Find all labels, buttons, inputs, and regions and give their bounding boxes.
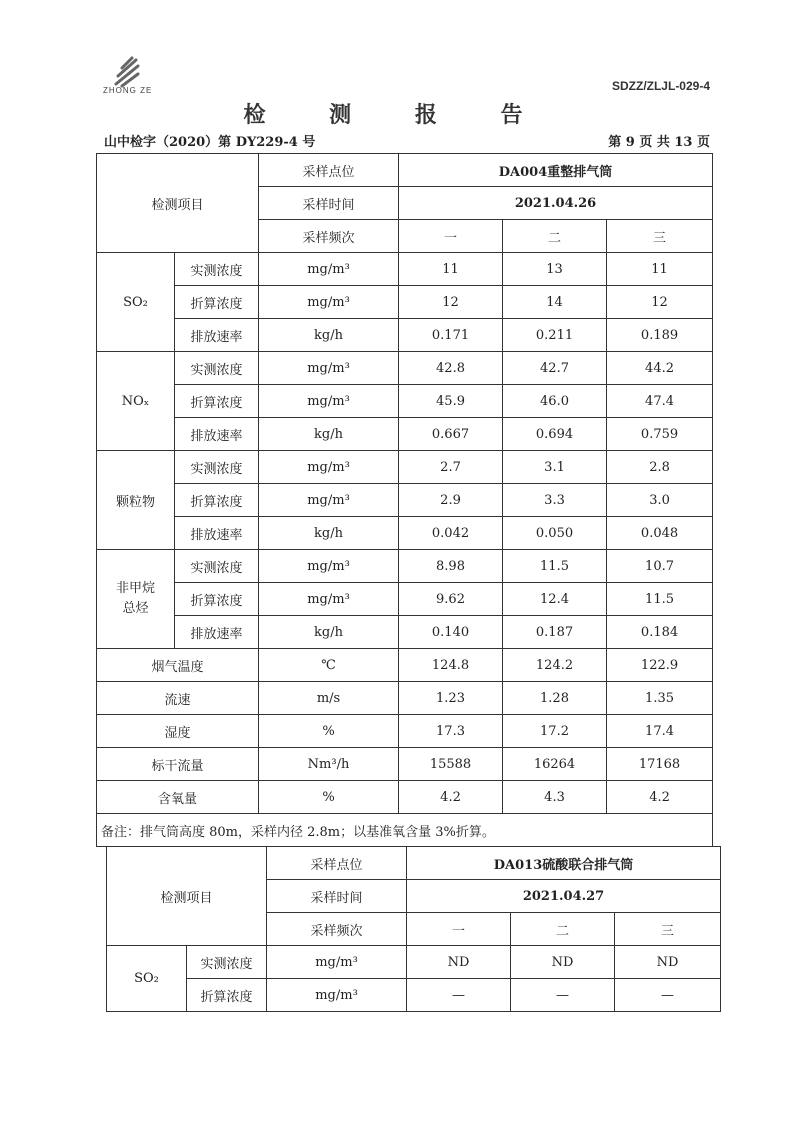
value-cell: 3.0 xyxy=(607,484,713,517)
row-label: 实测浓度 xyxy=(175,253,259,286)
emission-table-da013 xyxy=(106,846,721,1012)
value-cell: 9.62 xyxy=(399,583,503,616)
row-label: 折算浓度 xyxy=(187,979,267,1012)
row-unit: kg/h xyxy=(259,418,399,451)
value-cell: ND xyxy=(511,946,615,979)
time-label: 采样时间 xyxy=(259,187,399,220)
value-cell: 4.2 xyxy=(399,781,503,814)
value-cell: 12 xyxy=(607,286,713,319)
value-cell: 0.189 xyxy=(607,319,713,352)
value-cell: 11 xyxy=(399,253,503,286)
value-cell: 2.9 xyxy=(399,484,503,517)
value-cell: 0.211 xyxy=(503,319,607,352)
row-label: 折算浓度 xyxy=(175,385,259,418)
value-cell: 12.4 xyxy=(503,583,607,616)
value-cell: 124.8 xyxy=(399,649,503,682)
row-unit: kg/h xyxy=(259,319,399,352)
value-cell: 3.3 xyxy=(503,484,607,517)
value-cell: 14 xyxy=(503,286,607,319)
row-label: 实测浓度 xyxy=(175,451,259,484)
row-label: 湿度 xyxy=(97,715,259,748)
logo-text: ZHONG ZE xyxy=(103,86,153,95)
time-label: 采样时间 xyxy=(267,880,407,913)
value-cell: 0.140 xyxy=(399,616,503,649)
value-cell: 0.048 xyxy=(607,517,713,550)
freq-1: 一 xyxy=(407,913,511,946)
row-label: 排放速率 xyxy=(175,616,259,649)
value-cell: 1.35 xyxy=(607,682,713,715)
row-unit: mg/m³ xyxy=(259,484,399,517)
value-cell: — xyxy=(407,979,511,1012)
row-unit: kg/h xyxy=(259,517,399,550)
value-cell: — xyxy=(511,979,615,1012)
freq-1: 一 xyxy=(399,220,503,253)
site-label: 采样点位 xyxy=(267,847,407,880)
row-label: 流速 xyxy=(97,682,259,715)
value-cell: 2.8 xyxy=(607,451,713,484)
item-header: 检测项目 xyxy=(97,154,259,253)
value-cell: 45.9 xyxy=(399,385,503,418)
value-cell: 11.5 xyxy=(503,550,607,583)
row-unit: kg/h xyxy=(259,616,399,649)
page-info: 第 9 页 共 13 页 xyxy=(608,135,710,150)
row-unit: m/s xyxy=(259,682,399,715)
value-cell: 11.5 xyxy=(607,583,713,616)
value-cell: 15588 xyxy=(399,748,503,781)
value-cell: 16264 xyxy=(503,748,607,781)
value-cell: 124.2 xyxy=(503,649,607,682)
value-cell: 17.4 xyxy=(607,715,713,748)
site-value: DA004重整排气筒 xyxy=(399,154,713,187)
value-cell: 4.3 xyxy=(503,781,607,814)
group-name: NOₓ xyxy=(97,352,175,451)
row-unit: mg/m³ xyxy=(259,385,399,418)
value-cell: 0.042 xyxy=(399,517,503,550)
value-cell: 44.2 xyxy=(607,352,713,385)
row-unit: mg/m³ xyxy=(259,550,399,583)
group-name: SO₂ xyxy=(97,253,175,352)
value-cell: 8.98 xyxy=(399,550,503,583)
row-label: 标干流量 xyxy=(97,748,259,781)
row-label: 实测浓度 xyxy=(187,946,267,979)
freq-2: 二 xyxy=(511,913,615,946)
group-name: 颗粒物 xyxy=(97,451,175,550)
value-cell: ND xyxy=(615,946,721,979)
site-label: 采样点位 xyxy=(259,154,399,187)
group-name: SO₂ xyxy=(107,946,187,1012)
time-value: 2021.04.26 xyxy=(399,187,713,220)
emission-table-da004 xyxy=(96,153,713,847)
row-label: 排放速率 xyxy=(175,517,259,550)
value-cell: 0.667 xyxy=(399,418,503,451)
table-note: 备注：排气筒高度 80m，采样内径 2.8m；以基准氧含量 3%折算。 xyxy=(97,814,713,847)
time-value: 2021.04.27 xyxy=(407,880,721,913)
value-cell: ND xyxy=(407,946,511,979)
row-label: 折算浓度 xyxy=(175,484,259,517)
freq-2: 二 xyxy=(503,220,607,253)
value-cell: 17.2 xyxy=(503,715,607,748)
row-unit: mg/m³ xyxy=(259,451,399,484)
value-cell: 0.187 xyxy=(503,616,607,649)
freq-label: 采样频次 xyxy=(259,220,399,253)
value-cell: 122.9 xyxy=(607,649,713,682)
value-cell: 11 xyxy=(607,253,713,286)
freq-3: 三 xyxy=(607,220,713,253)
value-cell: 0.694 xyxy=(503,418,607,451)
value-cell: 0.171 xyxy=(399,319,503,352)
value-cell: 17.3 xyxy=(399,715,503,748)
value-cell: 47.4 xyxy=(607,385,713,418)
row-unit: mg/m³ xyxy=(259,286,399,319)
row-unit: mg/m³ xyxy=(259,253,399,286)
page-title: 检 测 报 告 xyxy=(243,102,551,128)
value-cell: 4.2 xyxy=(607,781,713,814)
row-unit: mg/m³ xyxy=(267,979,407,1012)
row-unit: mg/m³ xyxy=(259,352,399,385)
row-label: 实测浓度 xyxy=(175,550,259,583)
value-cell: 0.759 xyxy=(607,418,713,451)
value-cell: — xyxy=(615,979,721,1012)
row-label: 折算浓度 xyxy=(175,583,259,616)
document-code: SDZZ/ZLJL-029-4 xyxy=(611,79,710,93)
value-cell: 12 xyxy=(399,286,503,319)
row-label: 烟气温度 xyxy=(97,649,259,682)
row-label: 折算浓度 xyxy=(175,286,259,319)
value-cell: 0.184 xyxy=(607,616,713,649)
row-unit: mg/m³ xyxy=(259,583,399,616)
value-cell: 13 xyxy=(503,253,607,286)
value-cell: 2.7 xyxy=(399,451,503,484)
row-label: 含氧量 xyxy=(97,781,259,814)
value-cell: 42.7 xyxy=(503,352,607,385)
row-label: 排放速率 xyxy=(175,319,259,352)
row-unit: Nm³/h xyxy=(259,748,399,781)
group-name: 非甲烷总烃 xyxy=(97,550,175,649)
value-cell: 1.23 xyxy=(399,682,503,715)
value-cell: 3.1 xyxy=(503,451,607,484)
report-number: 山中检字（2020）第 DY229-4 号 xyxy=(104,135,316,150)
item-header: 检测项目 xyxy=(107,847,267,946)
value-cell: 0.050 xyxy=(503,517,607,550)
row-unit: % xyxy=(259,781,399,814)
row-label: 实测浓度 xyxy=(175,352,259,385)
row-unit: mg/m³ xyxy=(267,946,407,979)
freq-label: 采样频次 xyxy=(267,913,407,946)
value-cell: 10.7 xyxy=(607,550,713,583)
freq-3: 三 xyxy=(615,913,721,946)
value-cell: 42.8 xyxy=(399,352,503,385)
row-unit: ℃ xyxy=(259,649,399,682)
row-unit: % xyxy=(259,715,399,748)
value-cell: 1.28 xyxy=(503,682,607,715)
value-cell: 17168 xyxy=(607,748,713,781)
row-label: 排放速率 xyxy=(175,418,259,451)
value-cell: 46.0 xyxy=(503,385,607,418)
site-value: DA013硫酸联合排气筒 xyxy=(407,847,721,880)
